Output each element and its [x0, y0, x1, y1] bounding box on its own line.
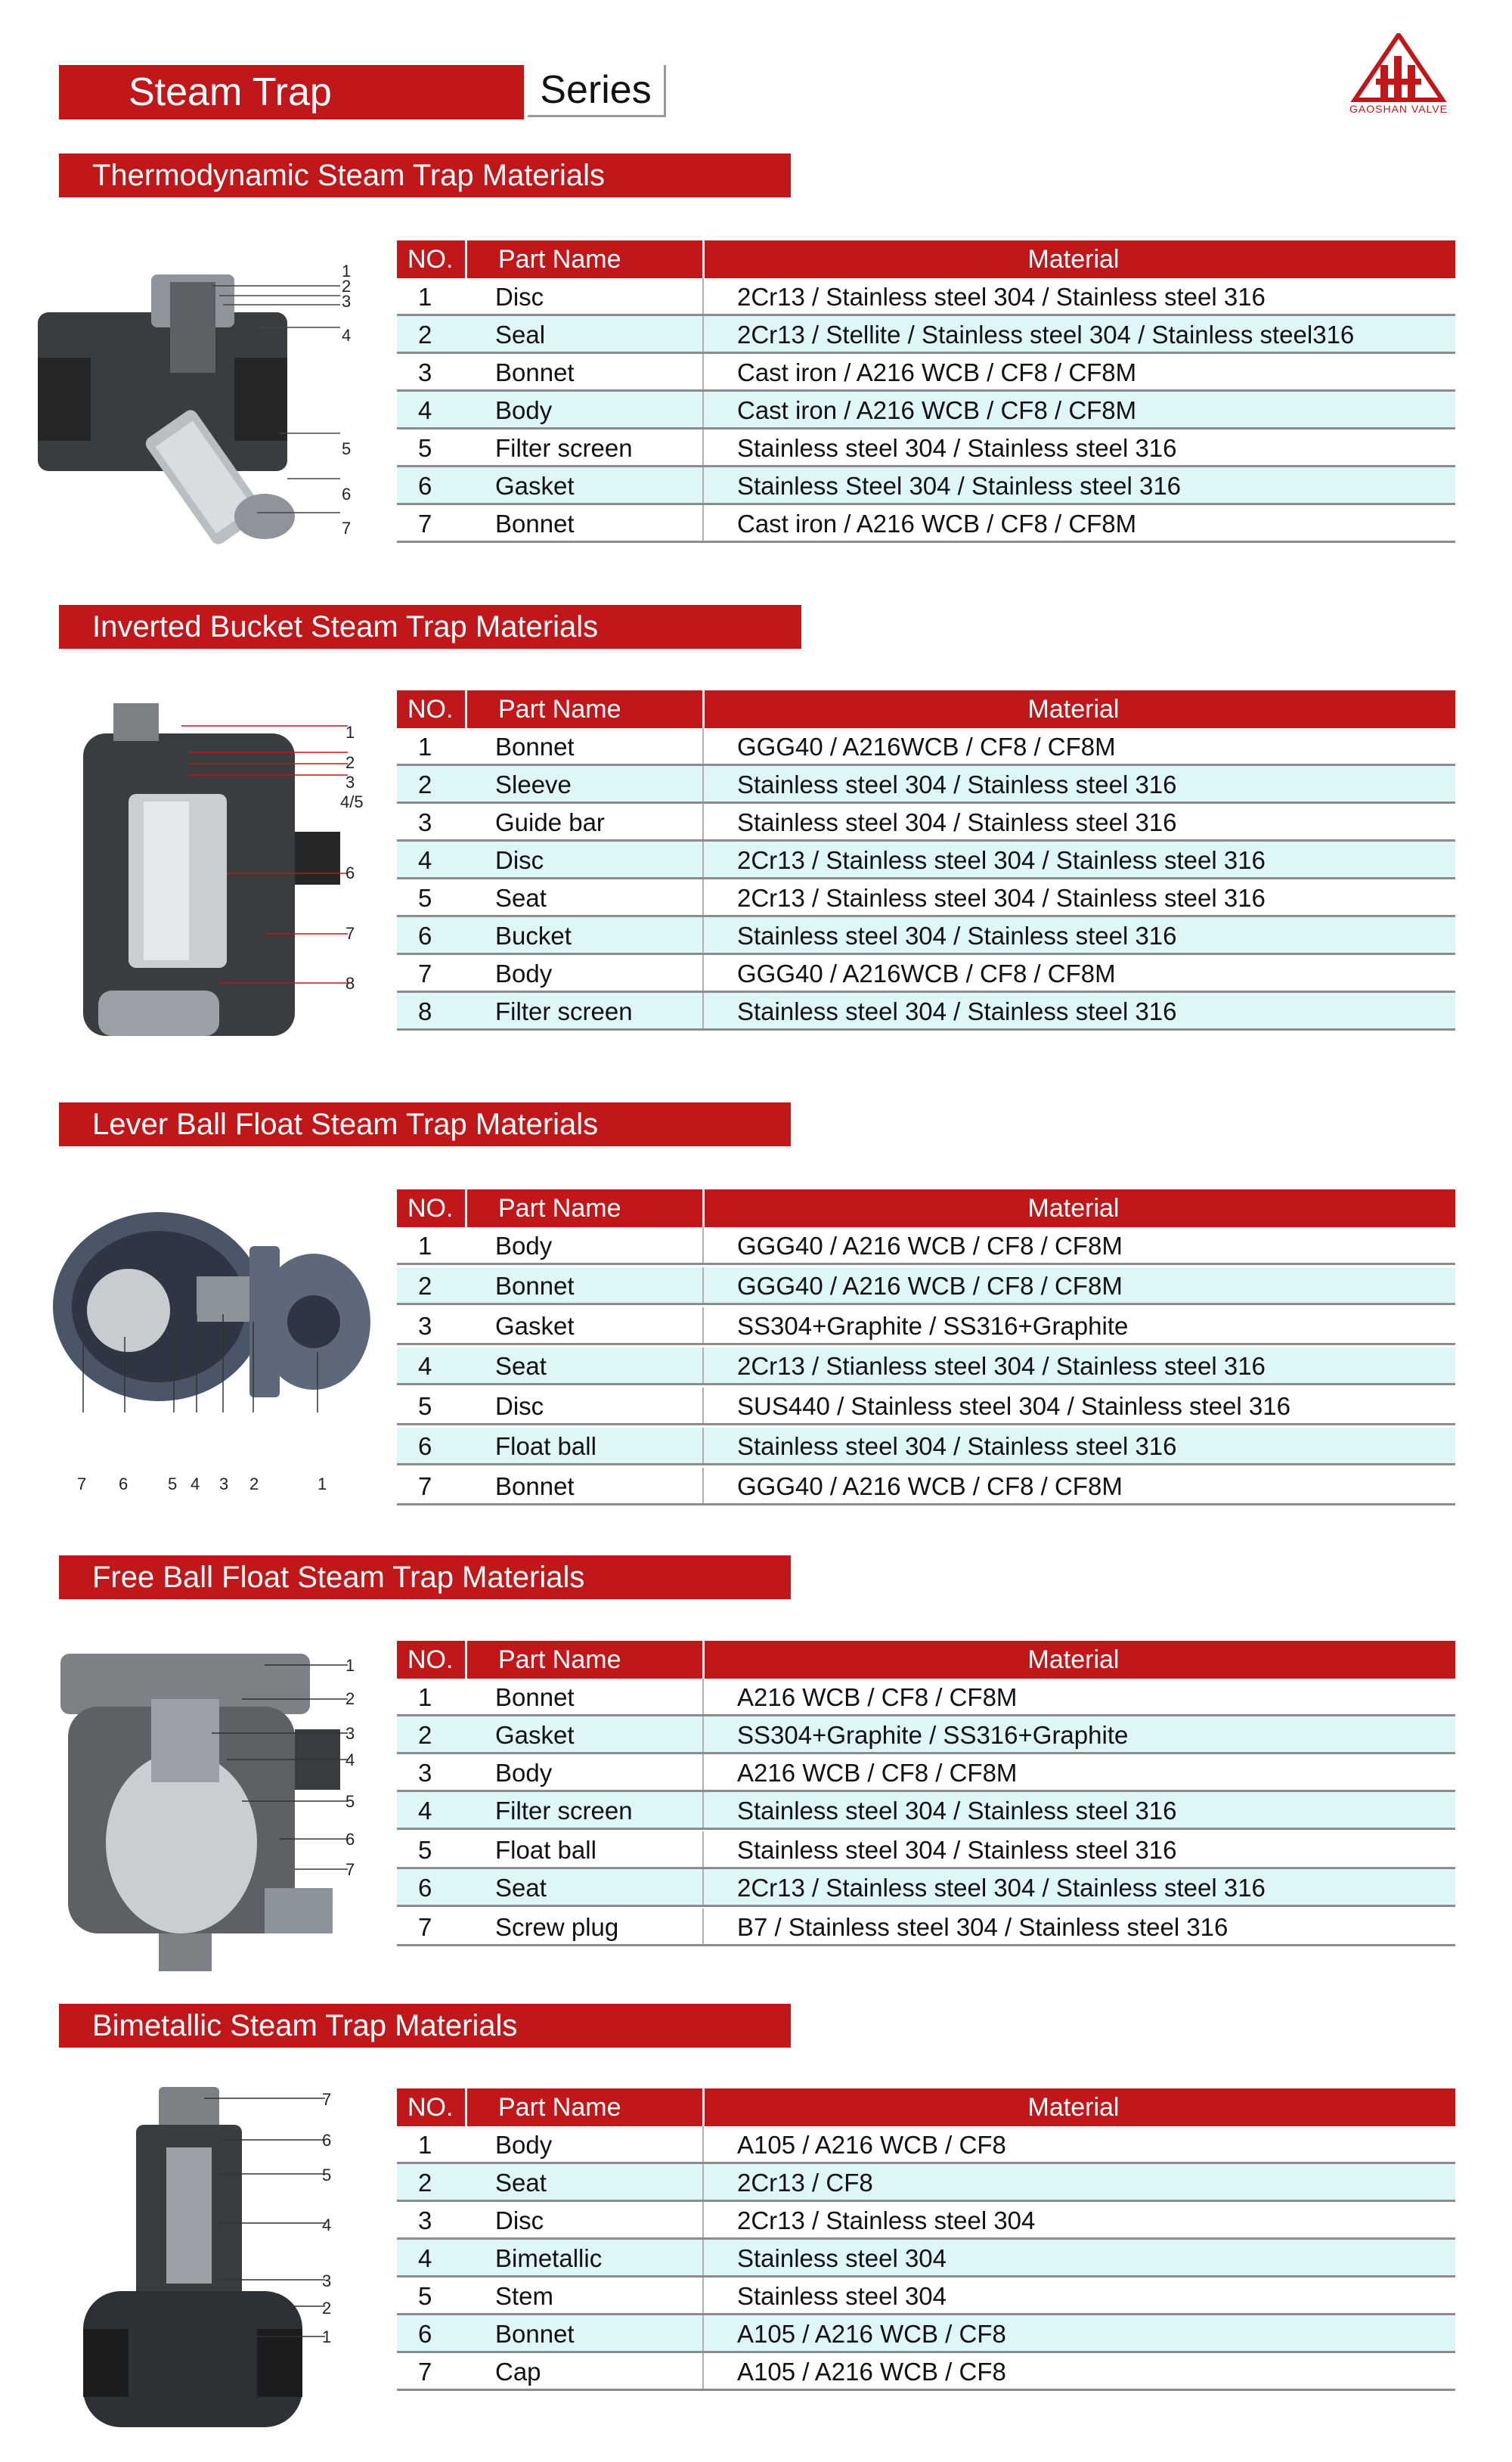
row-material: Stainless steel 304	[737, 2244, 947, 2272]
row-no: 6	[418, 472, 432, 500]
table-row	[397, 316, 1455, 354]
callout-label: 1	[322, 2327, 332, 2346]
row-part-name: Disc	[495, 1392, 544, 1420]
table-row	[397, 1792, 1455, 1830]
column-header-material: Material	[1027, 695, 1120, 724]
callout-label: 6	[119, 1474, 129, 1493]
callout-label: 2	[249, 1474, 259, 1493]
callout-label: 6	[322, 2131, 332, 2150]
row-material: A105 / A216 WCB / CF8	[737, 2358, 1006, 2386]
lever-ball-float-trap-illustration	[45, 1201, 378, 1428]
page-header	[59, 65, 671, 119]
row-material: SS304+Graphite / SS316+Graphite	[737, 1721, 1129, 1749]
table-row	[397, 1428, 1455, 1465]
row-material: Stainless steel 304 / Stainless steel 316	[737, 922, 1177, 950]
table-row	[397, 917, 1455, 955]
section-title: Free Ball Float Steam Trap Materials	[92, 1561, 585, 1594]
row-no: 7	[418, 960, 432, 988]
row-no: 4	[418, 2244, 432, 2272]
row-no: 7	[418, 510, 432, 538]
row-material: GGG40 / A216WCB / CF8 / CF8M	[737, 733, 1116, 761]
row-material: 2Cr13 / Stainless steel 304 / Stainless steel 316	[737, 884, 1266, 912]
row-material: Stainless steel 304 / Stainless steel 316	[737, 997, 1177, 1025]
row-part-name: Float ball	[495, 1836, 596, 1864]
row-no: 4	[418, 1352, 432, 1380]
callout-label: 7	[345, 1860, 355, 1879]
row-no: 4	[418, 1797, 432, 1825]
row-part-name: Filter screen	[495, 1797, 633, 1825]
row-no: 1	[418, 1232, 432, 1260]
row-material: Cast iron / A216 WCB / CF8 / CF8M	[737, 510, 1137, 538]
callout-label: 5	[345, 1792, 355, 1811]
table-row	[397, 1716, 1455, 1754]
row-part-name: Seat	[495, 2169, 547, 2197]
column-header-no: NO.	[407, 695, 454, 724]
callout-label: 2	[342, 277, 352, 296]
row-part-name: Body	[495, 2131, 553, 2159]
callout-label: 7	[322, 2090, 332, 2109]
row-part-name: Disc	[495, 2206, 544, 2234]
row-part-name: Filter screen	[495, 434, 633, 462]
bimetallic-trap-illustration	[68, 2079, 355, 2450]
callout-label: 8	[345, 974, 355, 993]
callout-label: 1	[342, 262, 352, 281]
row-material: GGG40 / A216 WCB / CF8 / CF8M	[737, 1272, 1123, 1300]
row-no: 5	[418, 1836, 432, 1864]
callout-label: 6	[345, 1830, 355, 1849]
row-material: B7 / Stainless steel 304 / Stainless steel 316	[737, 1913, 1228, 1941]
column-header-no: NO.	[407, 1645, 454, 1674]
row-material: A105 / A216 WCB / CF8	[737, 2131, 1006, 2159]
callout-label: 2	[322, 2299, 332, 2318]
section-title: Thermodynamic Steam Trap Materials	[92, 159, 606, 192]
table-row	[397, 278, 1455, 316]
table-row	[397, 993, 1455, 1031]
row-part-name: Disc	[495, 283, 544, 311]
table-row	[397, 1754, 1455, 1792]
callout-label: 5	[342, 439, 352, 458]
callout-label: 4/5	[340, 792, 364, 811]
row-material: Stainless steel 304 / Stainless steel 316	[737, 808, 1177, 836]
table-row	[397, 842, 1455, 879]
row-part-name: Body	[495, 1759, 553, 1787]
section-title: Inverted Bucket Steam Trap Materials	[92, 610, 599, 643]
row-material: Stainless steel 304 / Stainless steel 316	[737, 771, 1177, 798]
row-no: 6	[418, 1874, 432, 1902]
callout-label: 7	[77, 1474, 87, 1493]
row-material: GGG40 / A216 WCB / CF8 / CF8M	[737, 1472, 1123, 1500]
table-row	[397, 1909, 1455, 1946]
table-row	[397, 392, 1455, 429]
table-row	[397, 1347, 1455, 1385]
column-header-part-name: Part Name	[498, 2093, 621, 2122]
row-part-name: Cap	[495, 2358, 541, 2386]
row-part-name: Gasket	[495, 1721, 575, 1749]
row-part-name: Seat	[495, 1874, 547, 1902]
section-title-bar	[59, 2004, 791, 2048]
row-no: 3	[418, 1312, 432, 1340]
row-material: Stainless steel 304 / Stainless steel 316	[737, 434, 1177, 462]
row-part-name: Bucket	[495, 922, 572, 950]
column-header-material: Material	[1027, 2093, 1120, 2122]
callout-label: 5	[322, 2166, 332, 2184]
section-title-bar	[59, 1102, 791, 1146]
row-part-name: Bonnet	[495, 1683, 575, 1711]
table-row	[397, 2353, 1455, 2391]
row-part-name: Screw plug	[495, 1913, 619, 1941]
row-part-name: Seat	[495, 1352, 547, 1380]
row-material: 2Cr13 / Stellite / Stainless steel 304 / Stainless steel316	[737, 321, 1355, 349]
column-header-part-name: Part Name	[498, 1645, 621, 1674]
row-material: SS304+Graphite / SS316+Graphite	[737, 1312, 1129, 1340]
table-row	[397, 1227, 1455, 1265]
column-header-no: NO.	[407, 245, 454, 274]
table-row	[397, 2126, 1455, 2164]
column-header-part-name: Part Name	[498, 1194, 621, 1223]
callout-label: 1	[318, 1474, 327, 1493]
table-row	[397, 467, 1455, 505]
table-row	[397, 2202, 1455, 2240]
row-material: Stainless Steel 304 / Stainless steel 316	[737, 472, 1182, 500]
row-part-name: Bonnet	[495, 1272, 575, 1300]
row-material: A216 WCB / CF8 / CF8M	[737, 1683, 1018, 1711]
free-ball-float-trap-illustration	[53, 1639, 370, 1994]
row-part-name: Bonnet	[495, 510, 575, 538]
row-no: 3	[418, 808, 432, 836]
table-row	[397, 429, 1455, 467]
row-part-name: Seat	[495, 884, 547, 912]
row-no: 1	[418, 283, 432, 311]
row-part-name: Guide bar	[495, 808, 605, 836]
table-row	[397, 1388, 1455, 1425]
callout-label: 4	[191, 1474, 200, 1493]
table-row	[397, 2315, 1455, 2353]
callout-label: 7	[342, 519, 352, 538]
table-header	[397, 1189, 1455, 1227]
row-no: 6	[418, 1432, 432, 1460]
thermodynamic-trap-illustration	[30, 252, 363, 569]
row-material: 2Cr13 / Stainless steel 304 / Stainless steel 316	[737, 1874, 1266, 1902]
callout-label: 5	[168, 1474, 178, 1493]
row-material: Cast iron / A216 WCB / CF8 / CF8M	[737, 358, 1137, 386]
row-no: 4	[418, 396, 432, 424]
callout-label: 6	[345, 864, 355, 882]
row-material: Stainless steel 304	[737, 2282, 947, 2310]
column-header-no: NO.	[407, 2093, 454, 2122]
callout-label: 4	[345, 1750, 355, 1769]
row-material: 2Cr13 / Stianless steel 304 / Stainless steel 316	[737, 1352, 1266, 1380]
callout-label: 1	[345, 723, 355, 742]
callout-label: 3	[345, 1724, 355, 1743]
table-header	[397, 2088, 1455, 2126]
table-row	[397, 1307, 1455, 1345]
row-part-name: Float ball	[495, 1432, 596, 1460]
logo-mark-icon	[1346, 33, 1452, 105]
table-header	[397, 240, 1455, 278]
row-no: 5	[418, 434, 432, 462]
callout-label: 2	[345, 1689, 355, 1708]
callout-label: 3	[219, 1474, 229, 1493]
table-row	[397, 2164, 1455, 2202]
row-material: Stainless steel 304 / Stainless steel 316	[737, 1797, 1177, 1825]
row-no: 5	[418, 884, 432, 912]
row-part-name: Gasket	[495, 472, 575, 500]
table-row	[397, 2278, 1455, 2315]
row-no: 2	[418, 2169, 432, 2197]
callout-label: 4	[342, 326, 352, 345]
callout-label: 3	[322, 2271, 332, 2290]
callout-label: 6	[342, 485, 352, 504]
row-no: 2	[418, 321, 432, 349]
row-material: A216 WCB / CF8 / CF8M	[737, 1759, 1018, 1787]
row-no: 4	[418, 846, 432, 874]
section-title-bar	[59, 153, 791, 197]
row-material: 2Cr13 / Stainless steel 304 / Stainless steel 316	[737, 846, 1266, 874]
callout-label: 2	[345, 753, 355, 772]
callout-label: 1	[345, 1656, 355, 1675]
row-part-name: Body	[495, 960, 553, 988]
callout-label: 7	[345, 924, 355, 943]
column-header-material: Material	[1027, 1645, 1120, 1674]
table-row	[397, 1468, 1455, 1505]
row-material: 2Cr13 / Stainless steel 304 / Stainless steel 316	[737, 283, 1266, 311]
row-part-name: Seal	[495, 321, 546, 349]
table-row	[397, 766, 1455, 804]
row-no: 7	[418, 2358, 432, 2386]
row-no: 5	[418, 2282, 432, 2310]
row-no: 1	[418, 2131, 432, 2159]
row-part-name: Sleeve	[495, 771, 572, 798]
row-no: 7	[418, 1472, 432, 1500]
table-row	[397, 804, 1455, 842]
row-no: 7	[418, 1913, 432, 1941]
row-part-name: Gasket	[495, 1312, 575, 1340]
row-material: Cast iron / A216 WCB / CF8 / CF8M	[737, 396, 1137, 424]
callout-label: 4	[322, 2215, 332, 2234]
row-no: 8	[418, 997, 432, 1025]
row-part-name: Body	[495, 396, 553, 424]
section-title: Bimetallic Steam Trap Materials	[92, 2009, 518, 2042]
row-no: 3	[418, 2206, 432, 2234]
table-row	[397, 505, 1455, 543]
row-material: GGG40 / A216WCB / CF8 / CF8M	[737, 960, 1116, 988]
row-no: 6	[418, 2320, 432, 2348]
column-header-material: Material	[1027, 245, 1120, 274]
table-row	[397, 879, 1455, 917]
table-header	[397, 690, 1455, 728]
row-material: 2Cr13 / Stainless steel 304	[737, 2206, 1036, 2234]
table-row	[397, 1679, 1455, 1716]
row-no: 2	[418, 1272, 432, 1300]
table-row	[397, 728, 1455, 766]
company-logo	[1346, 33, 1452, 116]
table-row	[397, 354, 1455, 392]
callout-label: 3	[342, 292, 352, 311]
row-material: SUS440 / Stainless steel 304 / Stainless steel 316	[737, 1392, 1290, 1420]
series-label: Series	[528, 65, 666, 117]
row-no: 3	[418, 1759, 432, 1787]
row-part-name: Body	[495, 1232, 553, 1260]
row-part-name: Bonnet	[495, 1472, 575, 1500]
table-row	[397, 955, 1455, 993]
page-title: Steam Trap	[129, 70, 332, 114]
row-no: 2	[418, 771, 432, 798]
row-part-name: Disc	[495, 846, 544, 874]
inverted-bucket-trap-illustration	[68, 688, 355, 1066]
row-part-name: Bonnet	[495, 358, 575, 386]
row-no: 1	[418, 733, 432, 761]
table-row	[397, 1869, 1455, 1907]
column-header-material: Material	[1027, 1194, 1120, 1223]
row-part-name: Bimetallic	[495, 2244, 603, 2272]
row-material: GGG40 / A216 WCB / CF8 / CF8M	[737, 1232, 1123, 1260]
row-material: A105 / A216 WCB / CF8	[737, 2320, 1006, 2348]
table-row	[397, 2240, 1455, 2278]
table-header	[397, 1641, 1455, 1679]
column-header-part-name: Part Name	[498, 695, 621, 724]
row-part-name: Bonnet	[495, 733, 575, 761]
row-no: 3	[418, 358, 432, 386]
callout-label: 3	[345, 773, 355, 792]
row-material: Stainless steel 304 / Stainless steel 316	[737, 1432, 1177, 1460]
row-part-name: Filter screen	[495, 997, 633, 1025]
section-title-bar	[59, 605, 801, 649]
row-no: 5	[418, 1392, 432, 1420]
row-part-name: Stem	[495, 2282, 554, 2310]
logo-text: GAOSHAN VALVE	[1349, 103, 1448, 115]
row-no: 6	[418, 922, 432, 950]
table-row	[397, 1267, 1455, 1305]
table-row	[397, 1831, 1455, 1869]
row-part-name: Bonnet	[495, 2320, 575, 2348]
column-header-part-name: Part Name	[498, 245, 621, 274]
row-no: 2	[418, 1721, 432, 1749]
row-no: 1	[418, 1683, 432, 1711]
row-material: Stainless steel 304 / Stainless steel 316	[737, 1836, 1177, 1864]
row-material: 2Cr13 / CF8	[737, 2169, 873, 2197]
column-header-no: NO.	[407, 1194, 454, 1223]
section-title: Lever Ball Float Steam Trap Materials	[92, 1108, 599, 1141]
section-title-bar	[59, 1555, 791, 1599]
